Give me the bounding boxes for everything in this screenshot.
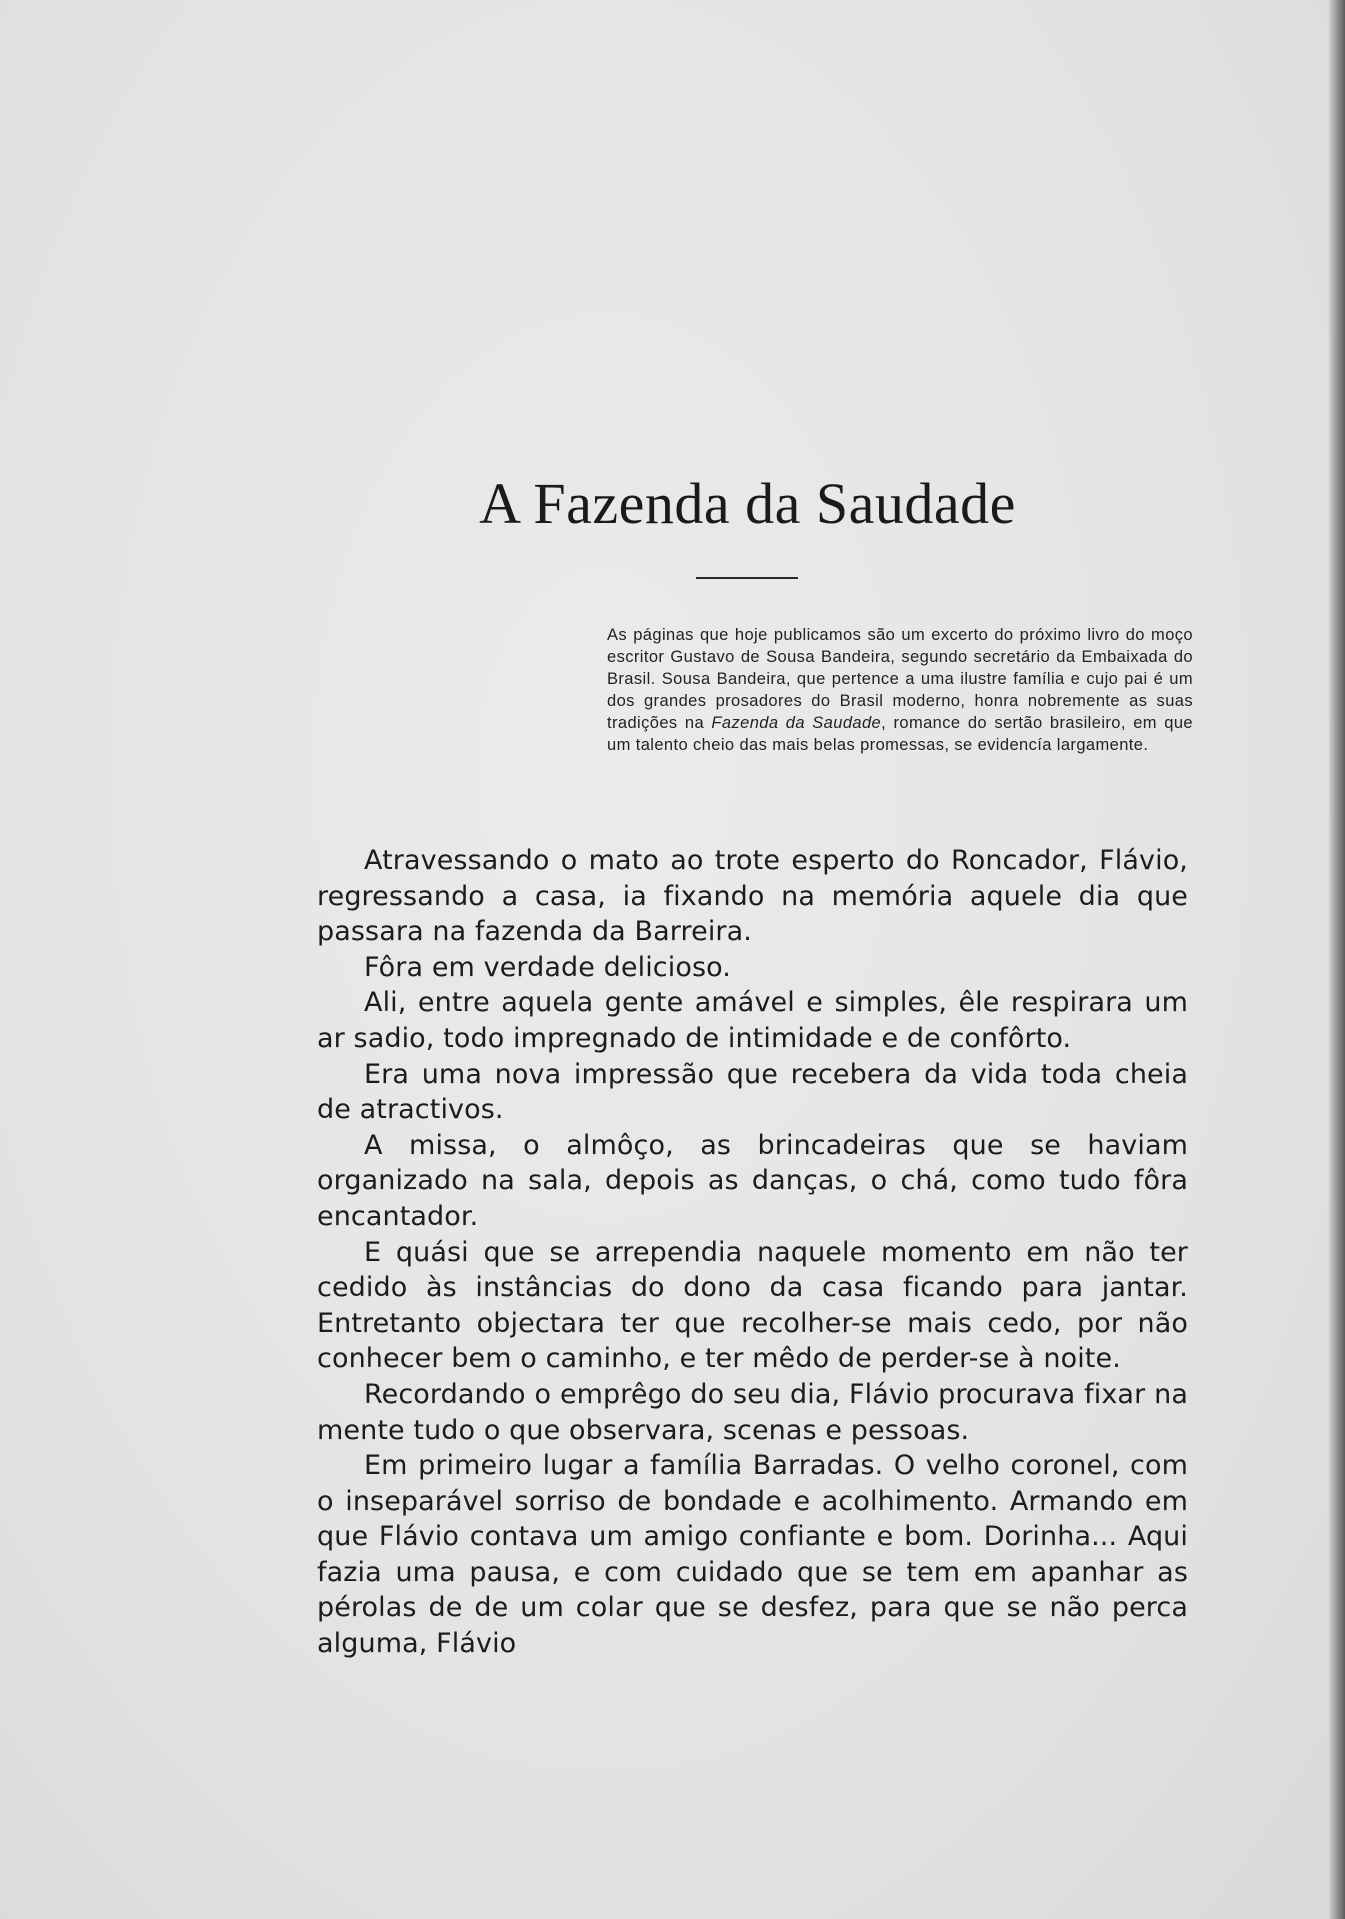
intro-book-title: Fazenda da Saudade xyxy=(711,714,882,732)
body-paragraph-5: A missa, o almôço, as brincadeiras que se haviam organizado na sala, depois as danças, o chá, como tudo fôra encantador. xyxy=(317,1129,1188,1232)
intro-text-end: , romance do sertão brasileiro, em que um talento cheio das mais belas promessas, se evidencía largamente. xyxy=(607,714,1193,754)
body-paragraph-6: E quási que se arrependia naquele momento em não ter cedido às instâncias do dono da casa ficando para jantar. Entretanto objectara ter que recolher-se mais cedo, por não conhecer bem o caminho, e ter mêdo de perder-se à noite. xyxy=(317,1236,1188,1375)
title-divider xyxy=(696,577,798,579)
body-paragraph-2: Fôra em verdade delicioso. xyxy=(364,951,731,983)
body-paragraph-1: Atravessando o mato ao trote esperto do Roncador, Flávio, regressando a casa, ia fixando na memória aquele dia que passara na fazenda da Barreira. xyxy=(317,845,1188,948)
body-paragraph-4: Era uma nova impressão que recebera da vida toda cheia de atractivos. xyxy=(317,1058,1188,1126)
body-paragraph-3: Ali, entre aquela gente amável e simples, êle respirara um ar sadio, todo impregnado de intimidade e de confôrto. xyxy=(317,987,1188,1054)
editorial-intro xyxy=(607,624,1193,756)
article-title: A Fazenda da Saudade xyxy=(479,471,1016,536)
page-edge-shadow xyxy=(1329,0,1345,1919)
intro-text-start: As páginas que hoje publicamos são um excerto do próximo livro do moço escritor Gustavo de Sousa Bandeira, segundo secretário da Embaixada do Brasil. Sousa Bandeira, que pertence a uma ilustre família e cujo pai é um dos grandes prosadores do Brasil moderno, honra nobremente as suas tradições na xyxy=(607,626,1193,732)
body-paragraph-7: Recordando o emprêgo do seu dia, Flávio procurava fixar na mente tudo o que observara, scenas e pessoas. xyxy=(317,1378,1188,1446)
body-paragraph-8: Em primeiro lugar a família Barradas. O velho coronel, com o inseparável sorriso de bondade e acolhimento. Armando em que Flávio contava um amigo confiante e bom. Dorinha... Aqui fazia uma pausa, e com cuidado que se tem em apanhar as pérolas de de um colar que se desfez, para que se não perca alguma, Flávio xyxy=(317,1450,1188,1660)
article-body xyxy=(317,843,1188,1662)
